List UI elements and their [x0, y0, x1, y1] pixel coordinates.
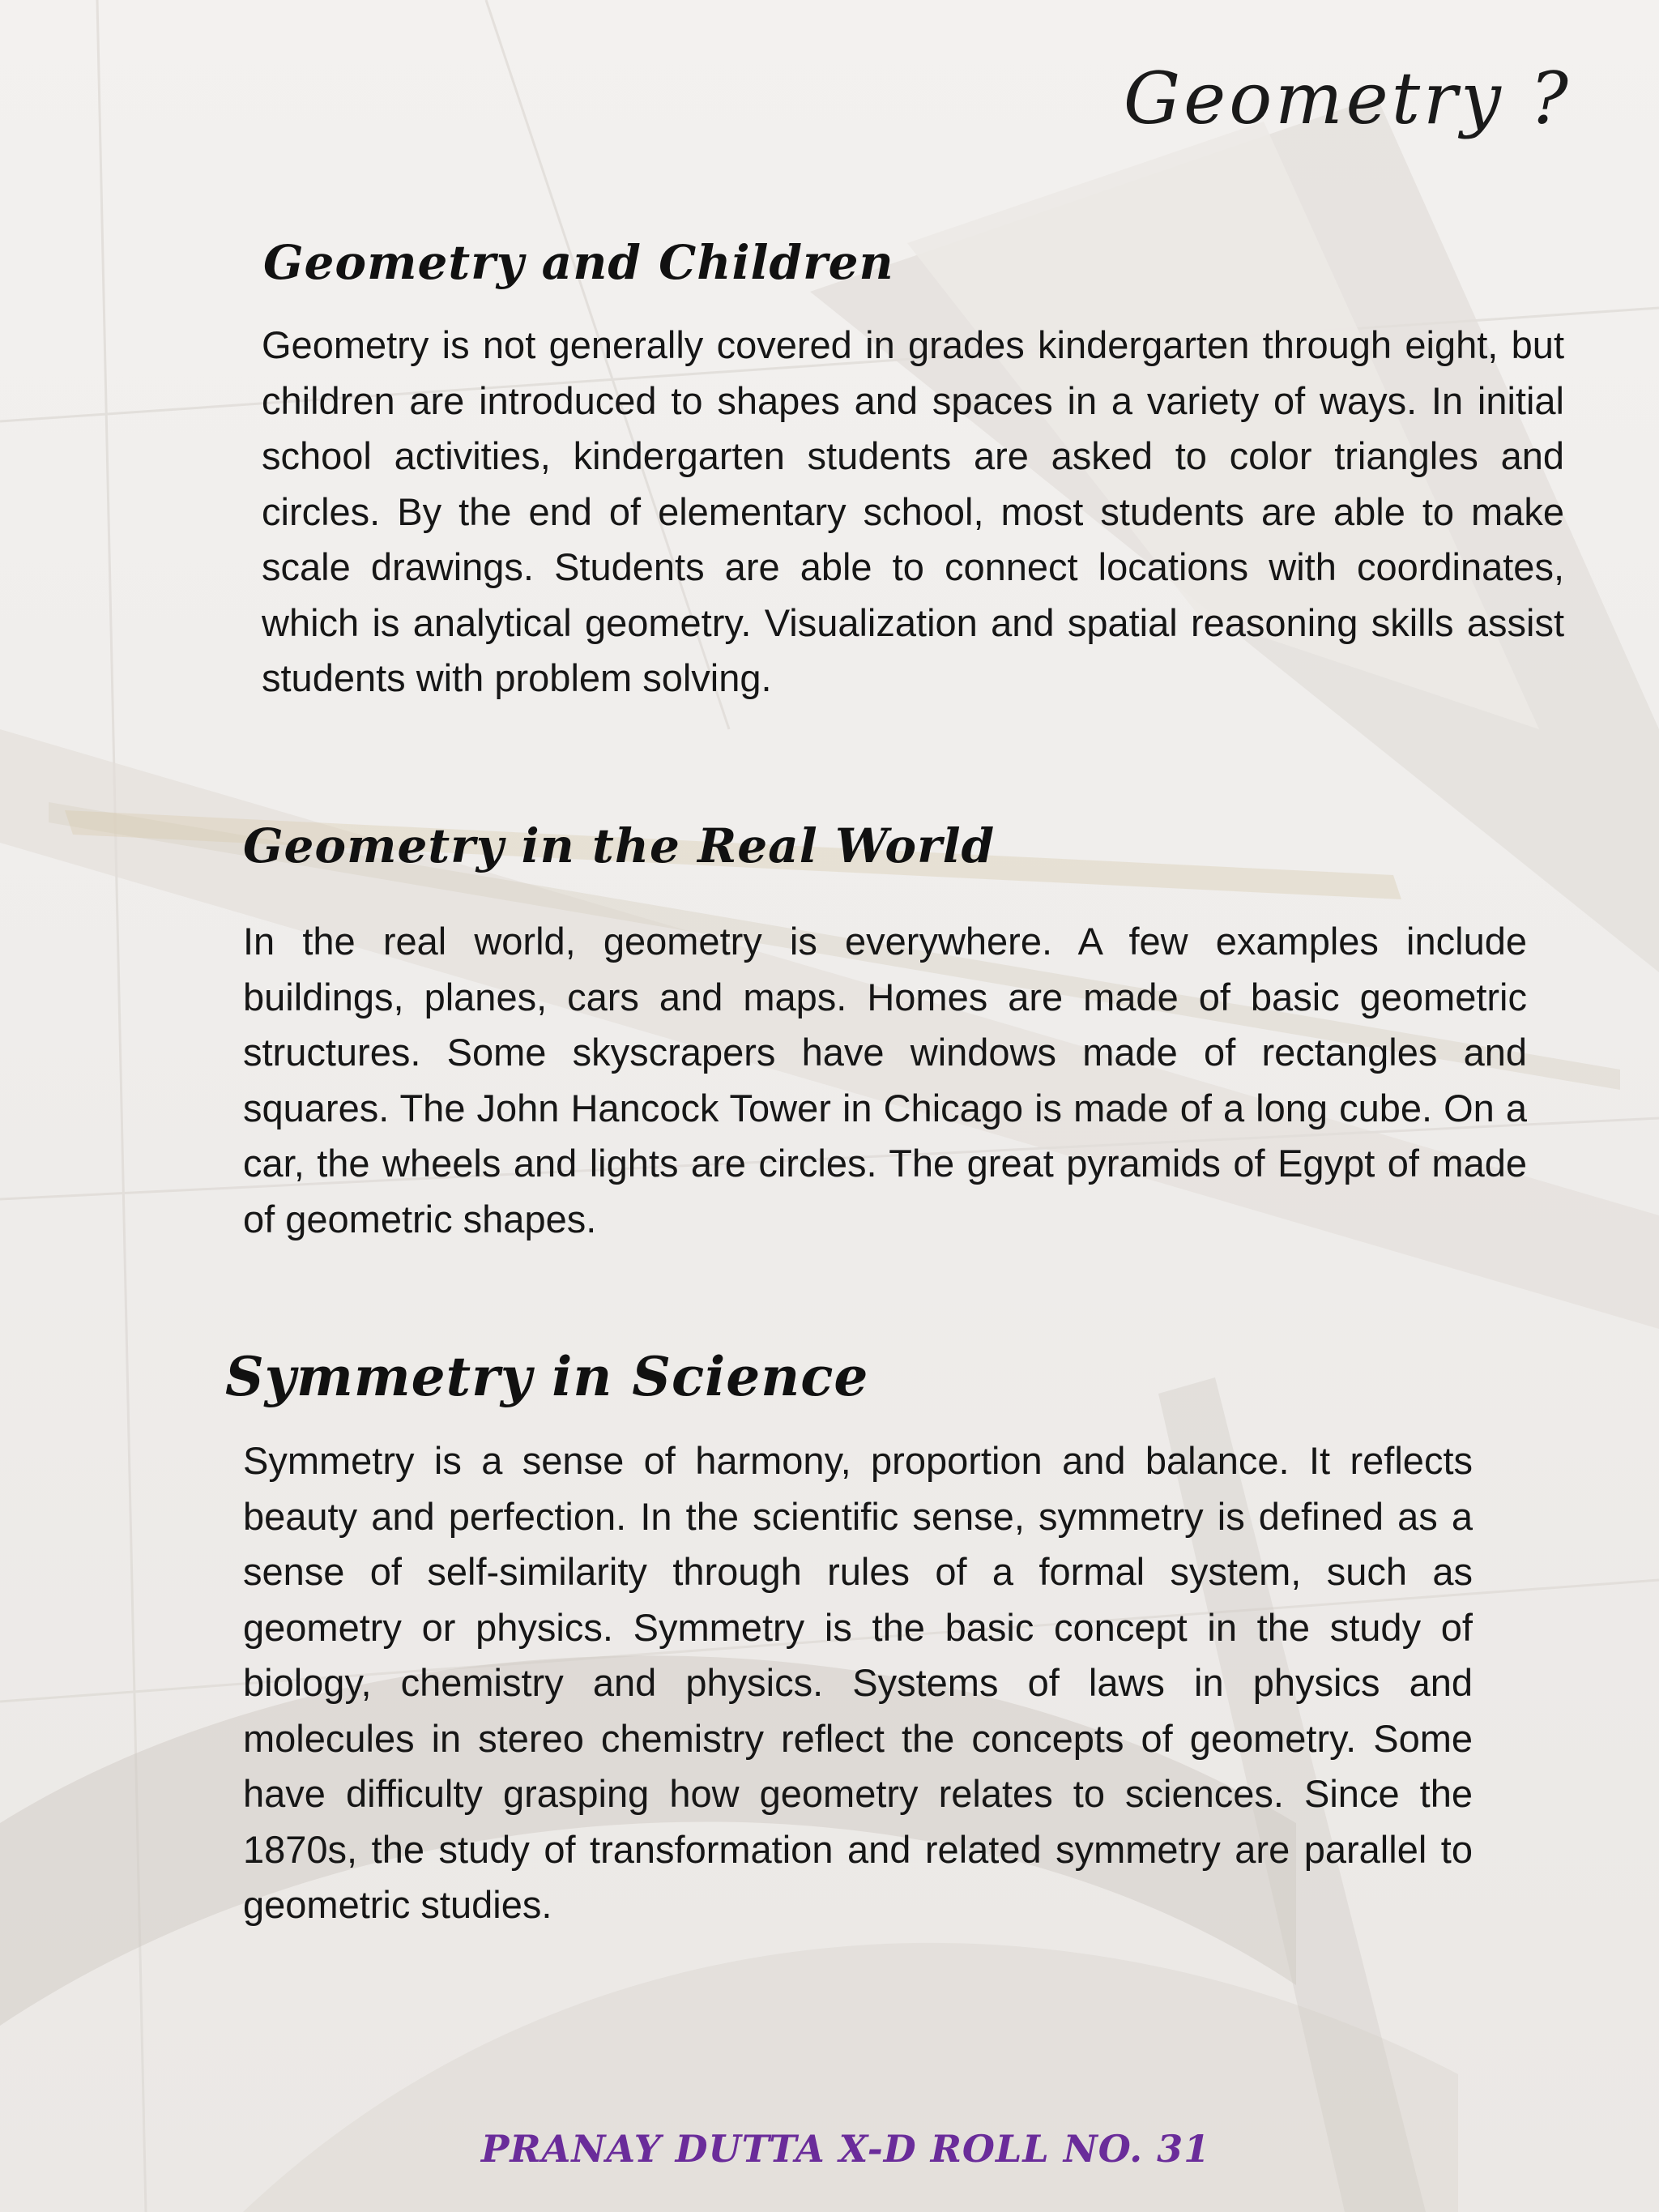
- page-title: Geometry ?: [1123, 57, 1572, 140]
- footer-author-credit: [0, 2127, 1659, 2171]
- section-heading-geometry-real-world: Geometry in the Real World: [243, 818, 996, 873]
- section-heading-geometry-and-children: Geometry and Children: [263, 235, 894, 290]
- section-heading-symmetry-in-science: Symmetry in Science: [225, 1345, 869, 1408]
- section-body-geometry-and-children: Geometry is not generally covered in grades kindergarten through eight, but children are introduced to shapes and spaces in a variety of ways. In initial school activities, kindergarten students are asked to color triangles and circles. By the end of elementary school, most students are able to make scale drawings. Students are able to connect locations with coordinates, which is analytical geometry. Visualization and spatial reasoning skills assist students with problem solving.: [262, 323, 1564, 699]
- footer-author-text: PRANAY DUTTA X-D ROLL NO. 31: [480, 2127, 1211, 2171]
- section-body-geometry-real-world: In the real world, geometry is everywhere. A few examples include buildings, planes, cars and maps. Homes are made of basic geometric structures. Some skyscrapers have windows made of rectangles and squares. The John Hancock Tower in Chicago is made of a long cube. On a car, the wheels and lights are circles. The great pyramids of Egypt of made of geometric shapes.: [243, 920, 1527, 1241]
- section-body-symmetry-in-science: Symmetry is a sense of harmony, proportion and balance. It reflects beauty and perfection. In the scientific sense, symmetry is defined as a sense of self-similarity through rules of a formal system, such as geometry or physics. Symmetry is the basic concept in the study of biology, chemistry and physics. Systems of laws in physics and molecules in stereo chemistry reflect the concepts of geometry. Some have difficulty grasping how geometry relates to sciences. Since the 1870s, the study of transformation and related symmetry are parallel to geometric studies.: [243, 1439, 1473, 1926]
